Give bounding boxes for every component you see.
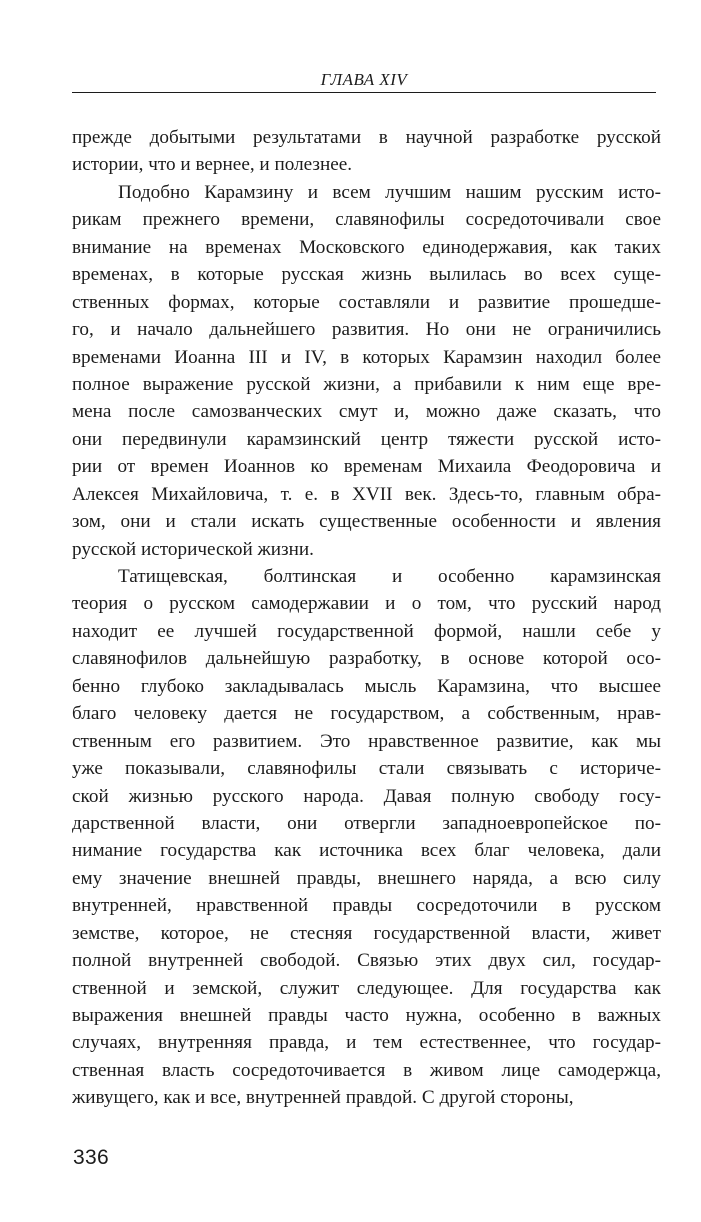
text-line: русской исторической жизни.: [72, 538, 314, 560]
text-line: мена после самозванческих смут и, можно даже сказать, что: [72, 401, 661, 423]
text-line: уже показывали, славянофилы стали связывать с историче-: [72, 758, 661, 780]
text-line: живущего, как и все, внутренней правдой. С другой стороны,: [72, 1087, 574, 1109]
text-line: истории, что и вернее, и полезнее.: [72, 154, 353, 176]
text-line: прежде добытыми результатами в научной разработке русской: [72, 127, 661, 148]
text-line: ственным его развитием. Это нравственное развитие, как мы: [72, 730, 661, 752]
text-line: ственной и земской, служит следующее. Для государства как: [72, 977, 661, 999]
paragraph: [72, 563, 661, 1112]
paragraph: [72, 124, 661, 179]
text-line: ской жизнью русского народа. Давая полную свободу госу-: [72, 785, 661, 807]
text-line: ственная власть сосредоточивается в живом лице самодержца,: [72, 1059, 661, 1081]
text-line: внутренней, нравственной правды сосредоточили в русском: [72, 895, 661, 917]
paragraph: [72, 179, 661, 563]
text-line: зом, они и стали искать существенные особенности и явления: [72, 511, 661, 533]
text-line: Татищевская, болтинская и особенно карамзинская: [118, 566, 661, 587]
text-line: Алексея Михайловича, т. е. в XVII век. Здесь-то, главным обра-: [72, 483, 661, 505]
text-line: полной внутренней свободой. Связью этих двух сил, государ-: [72, 950, 661, 972]
text-line: славянофилов дальнейшую разработку, в основе которой осо-: [72, 648, 661, 670]
running-header: [72, 66, 656, 94]
text-line: временах, в которые русская жизнь вылилась во всех суще-: [72, 264, 661, 286]
page-number: 336: [73, 1146, 109, 1169]
text-line: ственных формах, которые составляли и развитие прошедше-: [72, 291, 661, 313]
text-line: нимание государства как источника всех благ человека, дали: [72, 840, 661, 862]
text-line: теория о русском самодержавии и о том, что русский народ: [72, 593, 661, 615]
text-line: рии от времен Иоаннов ко временам Михаила Феодоровича и: [72, 456, 661, 478]
header-rule: [72, 92, 656, 93]
text-line: рикам прежнего времени, славянофилы сосредоточивали свое: [72, 209, 661, 231]
text-line: ему значение внешней правды, внешнего наряда, а всю силу: [72, 867, 661, 889]
text-line: земстве, которое, не стесняя государственной власти, живет: [72, 922, 661, 944]
text-line: полное выражение русской жизни, а прибавили к ним еще вре-: [72, 373, 661, 395]
chapter-title: ГЛАВА XIV: [320, 70, 408, 89]
text-line: временами Иоанна III и IV, в которых Карамзин находил более: [72, 346, 661, 368]
text-line: выражения внешней правды часто нужна, особенно в важных: [72, 1005, 661, 1026]
text-line: дарственной власти, они отвергли западноевропейское по-: [72, 812, 661, 834]
text-line: внимание на временах Московского единодержавия, как таких: [72, 236, 661, 258]
body-text: [72, 124, 661, 1112]
text-line: го, и начало дальнейшего развития. Но они не ограничились: [72, 319, 661, 341]
text-line: благо человеку дается не государством, а собственным, нрав-: [72, 703, 661, 725]
text-line: случаях, внутренняя правда, и тем естественнее, что государ-: [72, 1032, 661, 1054]
text-line: бенно глубоко закладывалась мысль Карамзина, что высшее: [72, 675, 661, 697]
text-line: они передвинули карамзинский центр тяжести русской исто-: [72, 428, 661, 450]
text-line: находит ее лучшей государственной формой, нашли себе у: [72, 620, 661, 642]
text-line: Подобно Карамзину и всем лучшим нашим русским исто-: [118, 181, 661, 203]
